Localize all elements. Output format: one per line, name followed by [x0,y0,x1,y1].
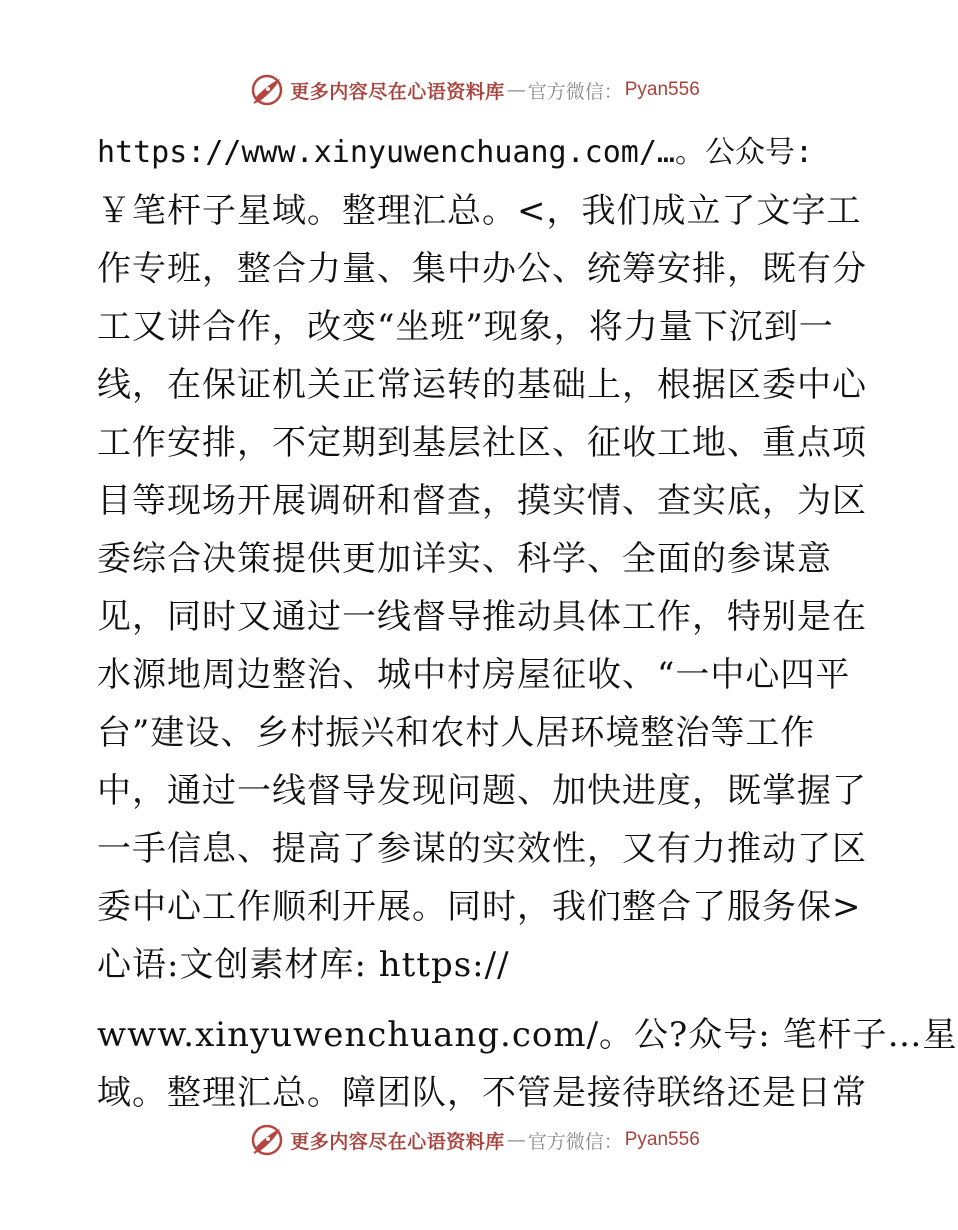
body-line: 台”建设、乡村振兴和农村人居环境整治等工作 [97,713,816,753]
banner-separator: — [506,79,526,101]
pen-nib-logo-icon [250,1123,284,1157]
document-body [97,124,958,1122]
body-line: ￥笔杆子星域。整理汇总。<，我们成立了文字工 [97,191,862,231]
line-gap [97,994,857,1006]
banner-main-text: 更多内容尽在心语资料库 [290,80,505,103]
banner-main-text: 更多内容尽在心语资料库 [290,1130,505,1153]
body-line: 委综合决策提供更加详实、科学、全面的参谋意 [97,539,832,579]
body-line: 一手信息、提高了参谋的实效性，又有力推动了区 [97,829,867,869]
body-line: 作专班，整合力量、集中办公、统筹安排，既有分 [97,249,867,289]
body-line: 中，通过一线督导发现问题、加快进度，既掌握了 [97,771,867,811]
body-line: 工又讲合作，改变“坐班”现象，将力量下沉到一 [97,307,834,347]
body-line: www.xinyuwenchuang.com/。公?众号: 笔杆子…星 [97,1015,958,1055]
body-line: 工作安排，不定期到基层社区、征收工地、重点项 [97,423,867,463]
body-line: https://www.xinyuwenchuang.com/…。公众号: [97,135,814,170]
body-line: 心语:文创素材库: https:// [97,945,510,985]
pen-nib-logo-icon [250,73,284,107]
footer-watermark-banner [0,1120,950,1160]
body-line: 水源地周边整治、城中村房屋征收、“一中心四平 [97,655,851,695]
banner-wechat-id: Pyan556 [624,1129,700,1150]
banner-wechat-label: 官方微信： [527,1130,623,1153]
banner-wechat-label: 官方微信： [527,80,623,103]
header-watermark-banner [0,70,950,110]
body-line: 见，同时又通过一线督导推动具体工作，特别是在 [97,597,867,637]
body-line: 线，在保证机关正常运转的基础上，根据区委中心 [97,365,867,405]
banner-wechat-id: Pyan556 [624,79,700,100]
body-line: 委中心工作顺利开展。同时，我们整合了服务保> [97,887,862,927]
body-line: 目等现场开展调研和督查，摸实情、查实底，为区 [97,481,867,521]
banner-separator: — [506,1129,526,1151]
body-line: 域。整理汇总。障团队，不管是接待联络还是日常 [97,1073,867,1113]
